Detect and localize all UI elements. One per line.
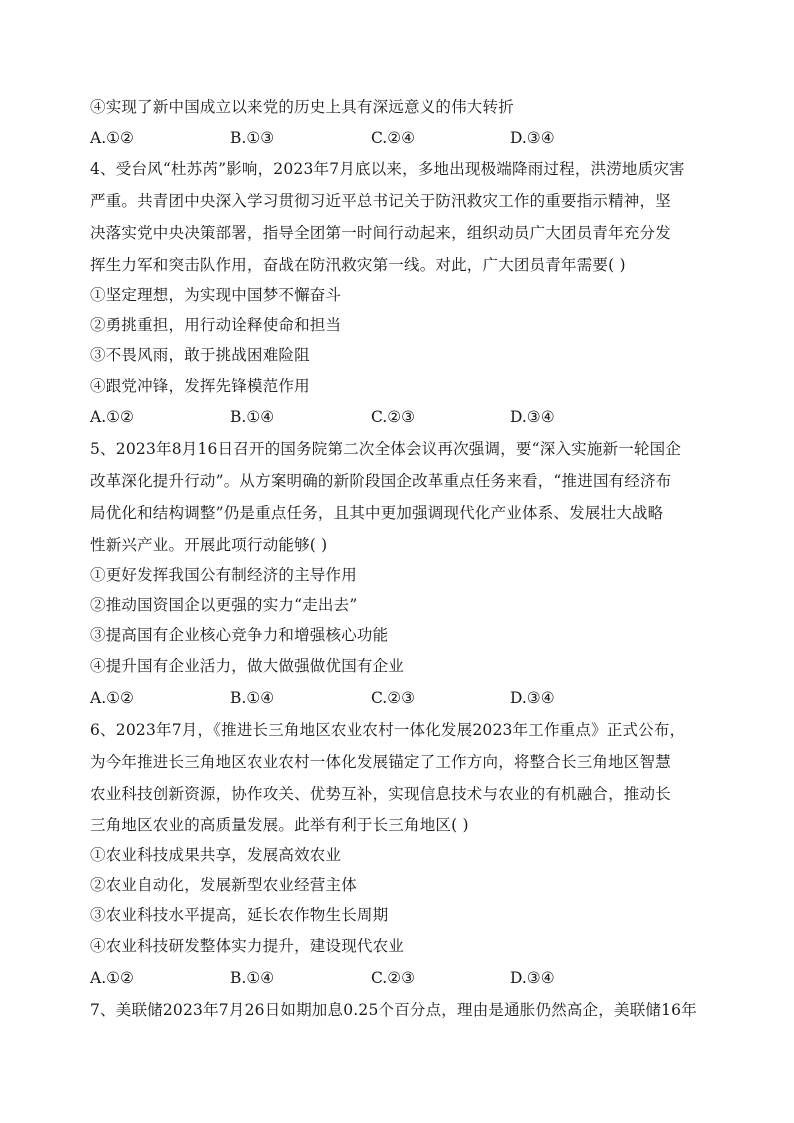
text-line: 改革深化提升行动”。从方案明确的新阶段国企改革重点任务来看，“推进国有经济布 <box>90 472 672 490</box>
option-a: A.①② <box>90 969 134 987</box>
statement-1: ①坚定理想，为实现中国梦不懈奋斗 <box>90 286 342 304</box>
option-b: B.①④ <box>230 408 275 426</box>
statement-3: ③农业科技水平提高，延长农作物生长周期 <box>90 906 389 924</box>
answer-options <box>90 128 710 148</box>
option-c: C.②④ <box>371 129 416 147</box>
answer-options <box>90 968 710 988</box>
option-d: D.③④ <box>510 129 555 147</box>
text-line: 挥生力军和突击队作用，奋战在防汛救灾第一线。对此，广大团员青年需要( ) <box>90 256 626 274</box>
statement-1: ①更好发挥我国公有制经济的主导作用 <box>90 566 357 584</box>
option-b: B.①④ <box>230 969 275 987</box>
option-a: A.①② <box>90 689 134 707</box>
statement-3: ③提高国有企业核心竞争力和增强核心功能 <box>90 626 389 644</box>
text-line: 决落实党中央决策部署，指导全团第一时间行动起来，组织动员广大团员青年充分发 <box>90 224 671 242</box>
text-line: ④实现了新中国成立以来党的历史上具有深远意义的伟大转折 <box>90 98 514 116</box>
text-line: 农业科技创新资源，协作攻关、优势互补，实现信息技术与农业的有机融合，推动长 <box>90 785 671 803</box>
option-a: A.①② <box>90 129 134 147</box>
text-line: 性新兴产业。开展此项行动能够( ) <box>90 536 328 554</box>
statement-1: ①农业科技成果共享，发展高效农业 <box>90 846 342 864</box>
answer-options <box>90 407 710 427</box>
statement-4: ④农业科技研发整体实力提升，建设现代农业 <box>90 937 405 955</box>
question-5-text: 5、2023年8月16日召开的国务院第二次全体会议再次强调，要“深入实施新一轮国企 <box>90 440 682 458</box>
text-line: 严重。共青团中央深入学习贯彻习近平总书记关于防汛救灾工作的重要指示精神，坚 <box>90 192 671 210</box>
option-d: D.③④ <box>510 689 555 707</box>
statement-2: ②推动国资国企以更强的实力“走出去” <box>90 596 358 614</box>
statement-4: ④提升国有企业活力，做大做强做优国有企业 <box>90 657 405 675</box>
question-6-text: 6、2023年7月，《推进长三角地区农业农村一体化发展2023年工作重点》正式公布， <box>90 721 686 739</box>
text-line: 三角地区农业的高质量发展。此举有利于长三角地区( ) <box>90 816 469 834</box>
statement-2: ②农业自动化，发展新型农业经营主体 <box>90 876 357 894</box>
question-7-text: 7、美联储2023年7月26日如期加息0.25个百分点，理由是通胀仍然高企，美联储16年 <box>90 1001 697 1019</box>
text-line: 为今年推进长三角地区农业农村一体化发展锚定了工作方向，将整合长三角地区智慧 <box>90 753 671 771</box>
statement-3: ③不畏风雨，敢于挑战困难险阻 <box>90 346 310 364</box>
option-b: B.①③ <box>230 129 275 147</box>
statement-4: ④跟党冲锋，发挥先锋模范作用 <box>90 377 310 395</box>
option-b: B.①④ <box>230 689 275 707</box>
option-c: C.②③ <box>371 969 416 987</box>
option-c: C.②③ <box>371 408 416 426</box>
statement-2: ②勇挑重担，用行动诠释使命和担当 <box>90 316 342 334</box>
option-c: C.②③ <box>371 689 416 707</box>
question-4-text: 4、受台风“杜苏芮”影响，2023年7月底以来，多地出现极端降雨过程，洪涝地质灾害 <box>90 160 685 178</box>
option-d: D.③④ <box>510 969 555 987</box>
text-line: 局优化和结构调整”仍是重点任务，且其中更加强调现代化产业体系、发展壮大战略 <box>90 504 664 522</box>
answer-options <box>90 688 710 708</box>
option-a: A.①② <box>90 408 134 426</box>
option-d: D.③④ <box>510 408 555 426</box>
